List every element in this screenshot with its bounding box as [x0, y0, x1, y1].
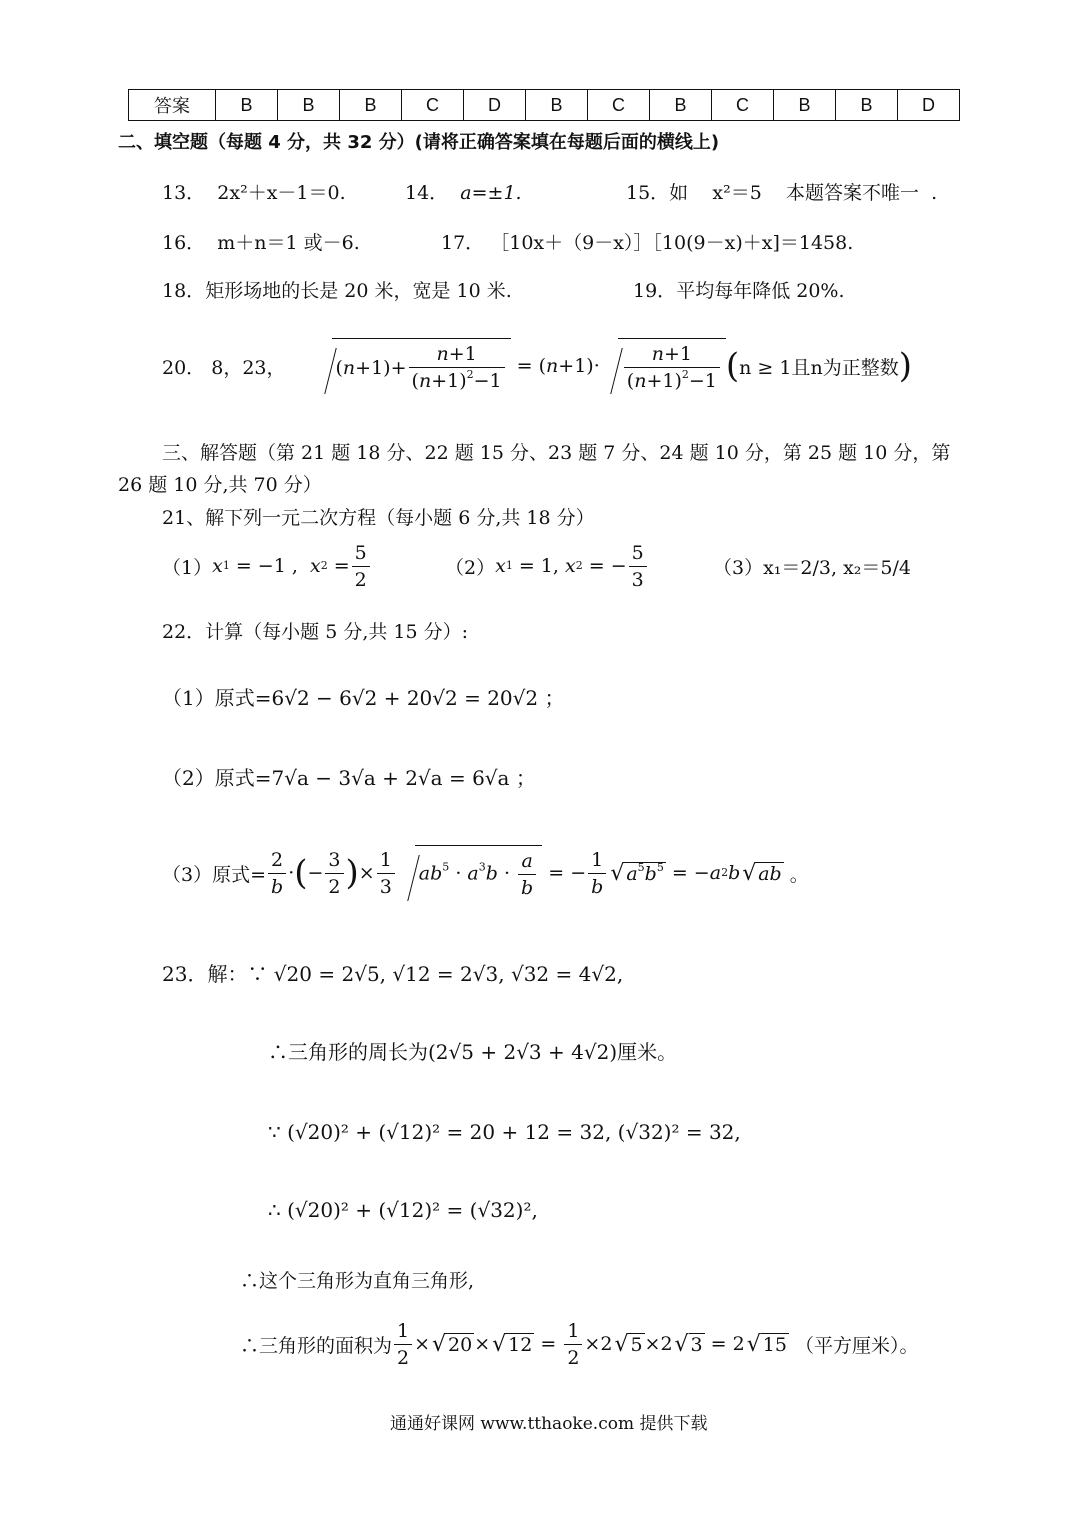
q23-label: 23．解： [162, 962, 248, 986]
q19-number: 19． [633, 280, 677, 302]
q18-answer: 矩形场地的长是 20 米，宽是 10 米. [205, 280, 512, 302]
q15-number: 15．如 [626, 182, 689, 204]
q18 [162, 276, 512, 303]
q16-number: 16． [162, 232, 206, 254]
q21-p2-label: （2） [445, 556, 496, 579]
answer-table [128, 89, 960, 121]
q20: 20． 8，23， ( n +1)+ $\frac{n+1}{(n+1)^2-1}$ = ( n +1)· $\frac{n+1}{(n+1)^2-1}$ ( n ≥ 1且n为正整数 ) [162, 330, 912, 402]
q23-line6-prefix: ∴三角形的面积为 [240, 1334, 393, 1357]
q16 [162, 228, 360, 255]
q21-title: 21、解下列一元二次方程（每小题 6 分,共 18 分） [162, 507, 595, 529]
answer-row [129, 90, 960, 121]
q21-part3 [713, 536, 911, 596]
q15-end: . [931, 182, 938, 204]
q13-number: 13． [162, 182, 206, 204]
q20-left-radical [314, 338, 511, 394]
q20-values: 8，23， [211, 356, 286, 379]
q15-note: 本题答案不唯一 [785, 182, 919, 204]
q20-condition: n ≥ 1且n为正整数 [739, 356, 899, 379]
answer-header: 答案 [129, 90, 216, 121]
q14-number: 14． [405, 182, 449, 204]
q20-left-fraction: $\frac{n+1}{(n+1)^2-1}$ [409, 341, 505, 394]
answer-cell: D [464, 90, 526, 121]
q15-answer: x²＝5 [712, 182, 762, 204]
q19-answer: 平均每年降低 20%. [676, 280, 845, 302]
q21-p1-label: （1） [162, 556, 213, 579]
q17-answer: ［10x＋（9－x）］［10(9－x)＋x]＝1458. [490, 232, 854, 254]
q22-p3-radical: $ab^5 \cdot a^3b$ · $\frac{a}{b}$ [397, 845, 542, 901]
q22-part2: （2）原式=7√a − 3√a + 2√a = 6√a ； [162, 766, 536, 790]
answer-cell: B [774, 90, 836, 121]
q20-number: 20． [162, 356, 206, 379]
q22-part1: （1）原式=6√2 − 6√2 + 20√2 = 20√2 ； [162, 686, 565, 710]
section3-title-line1: 三、解答题（第 21 题 18 分、22 题 15 分、23 题 7 分、24 题 10 分，第 25 题 10 分，第 [162, 442, 951, 464]
q23-line6: ∴三角形的面积为 $\frac{1}{2}$ × √ 20 × √ 12 = $\frac{1}{2}$ ×2 √ 5 ×2 √ 3 = 2 √ 15 （平方厘米）。 [240, 1312, 918, 1376]
q20-left-radicand: ( n +1)+ $\frac{n+1}{(n+1)^2-1}$ [332, 338, 511, 394]
q21-p1-fraction: $\frac{5}{2}$ [352, 540, 370, 593]
answer-cell: B [340, 90, 402, 121]
section3-title-line2: 26 题 10 分,共 70 分） [118, 474, 322, 496]
q23-line2: ∴三角形的周长为(2√5 + 2√3 + 4√2)厘米。 [268, 1040, 678, 1064]
q20-right-radicand [618, 338, 726, 394]
q21-part2: （2） x 1 = 1, x 2 = − $\frac{5}{3}$ [445, 536, 649, 596]
answer-cell: B [526, 90, 588, 121]
q13 [162, 178, 346, 205]
q16-answer: m＋n＝1 或－6. [217, 232, 360, 254]
answer-cell: C [402, 90, 464, 121]
q17 [441, 228, 853, 255]
q23-line1-text: ∵ √20 = 2√5, √12 = 2√3, √32 = 4√2, [247, 962, 624, 986]
q23-line1 [162, 958, 623, 987]
q22-title: 22．计算（每小题 5 分,共 15 分）: [162, 621, 469, 643]
q23-line4: ∴ (√20)² + (√12)² = (√32)², [268, 1198, 538, 1222]
q15 [626, 178, 937, 205]
answer-cell: B [836, 90, 898, 121]
answer-cell: D [898, 90, 960, 121]
q20-right-radical [600, 338, 726, 394]
q14-answer: a=±1. [460, 182, 522, 204]
q20-right-fraction: $\frac{n+1}{(n+1)^2-1}$ [624, 341, 720, 394]
answer-cell: C [588, 90, 650, 121]
answer-cell: C [712, 90, 774, 121]
q22-p3-label: （3）原式= [162, 863, 267, 886]
q23-line5: ∴这个三角形为直角三角形, [240, 1270, 475, 1292]
q13-answer: 2x²＋x－1＝0. [217, 182, 346, 204]
footer: 通通好课网 www.tthaoke.com 提供下载 [390, 1414, 708, 1434]
q21-part1: （1） x 1 = −1 , x 2 = $\frac{5}{2}$ [162, 536, 372, 596]
answer-cell: B [216, 90, 278, 121]
section2-title: 二、填空题（每题 4 分，共 32 分）(请将正确答案填在每题后面的横线上) [118, 132, 720, 153]
q22-part3: （3）原式= $\frac{2}{b}$ · ( − $\frac{3}{2}$ ) × $\frac{1}{3}$ $ab^5 \cdot a^3b$ · $\frac{a}{b}$ = − $\frac{1}{b}$ √ $a^5b^5$ = − a 2 b √ ab 。 [162, 838, 809, 908]
q21-p3-answer: x₁＝2/3, x₂＝5/4 [763, 556, 911, 579]
q17-number: 17． [441, 232, 485, 254]
q21-p2-fraction: $\frac{5}{3}$ [629, 540, 647, 593]
q23-line3: ∵ (√20)² + (√12)² = 20 + 12 = 32, (√32)² = 32, [268, 1120, 741, 1144]
q21-p3-label: （3） [713, 556, 764, 579]
q14 [405, 178, 522, 205]
answer-cell: B [650, 90, 712, 121]
q23-line6-unit: （平方厘米）。 [794, 1334, 919, 1357]
answer-cell: B [278, 90, 340, 121]
q19 [633, 276, 845, 303]
q18-number: 18． [162, 280, 206, 302]
